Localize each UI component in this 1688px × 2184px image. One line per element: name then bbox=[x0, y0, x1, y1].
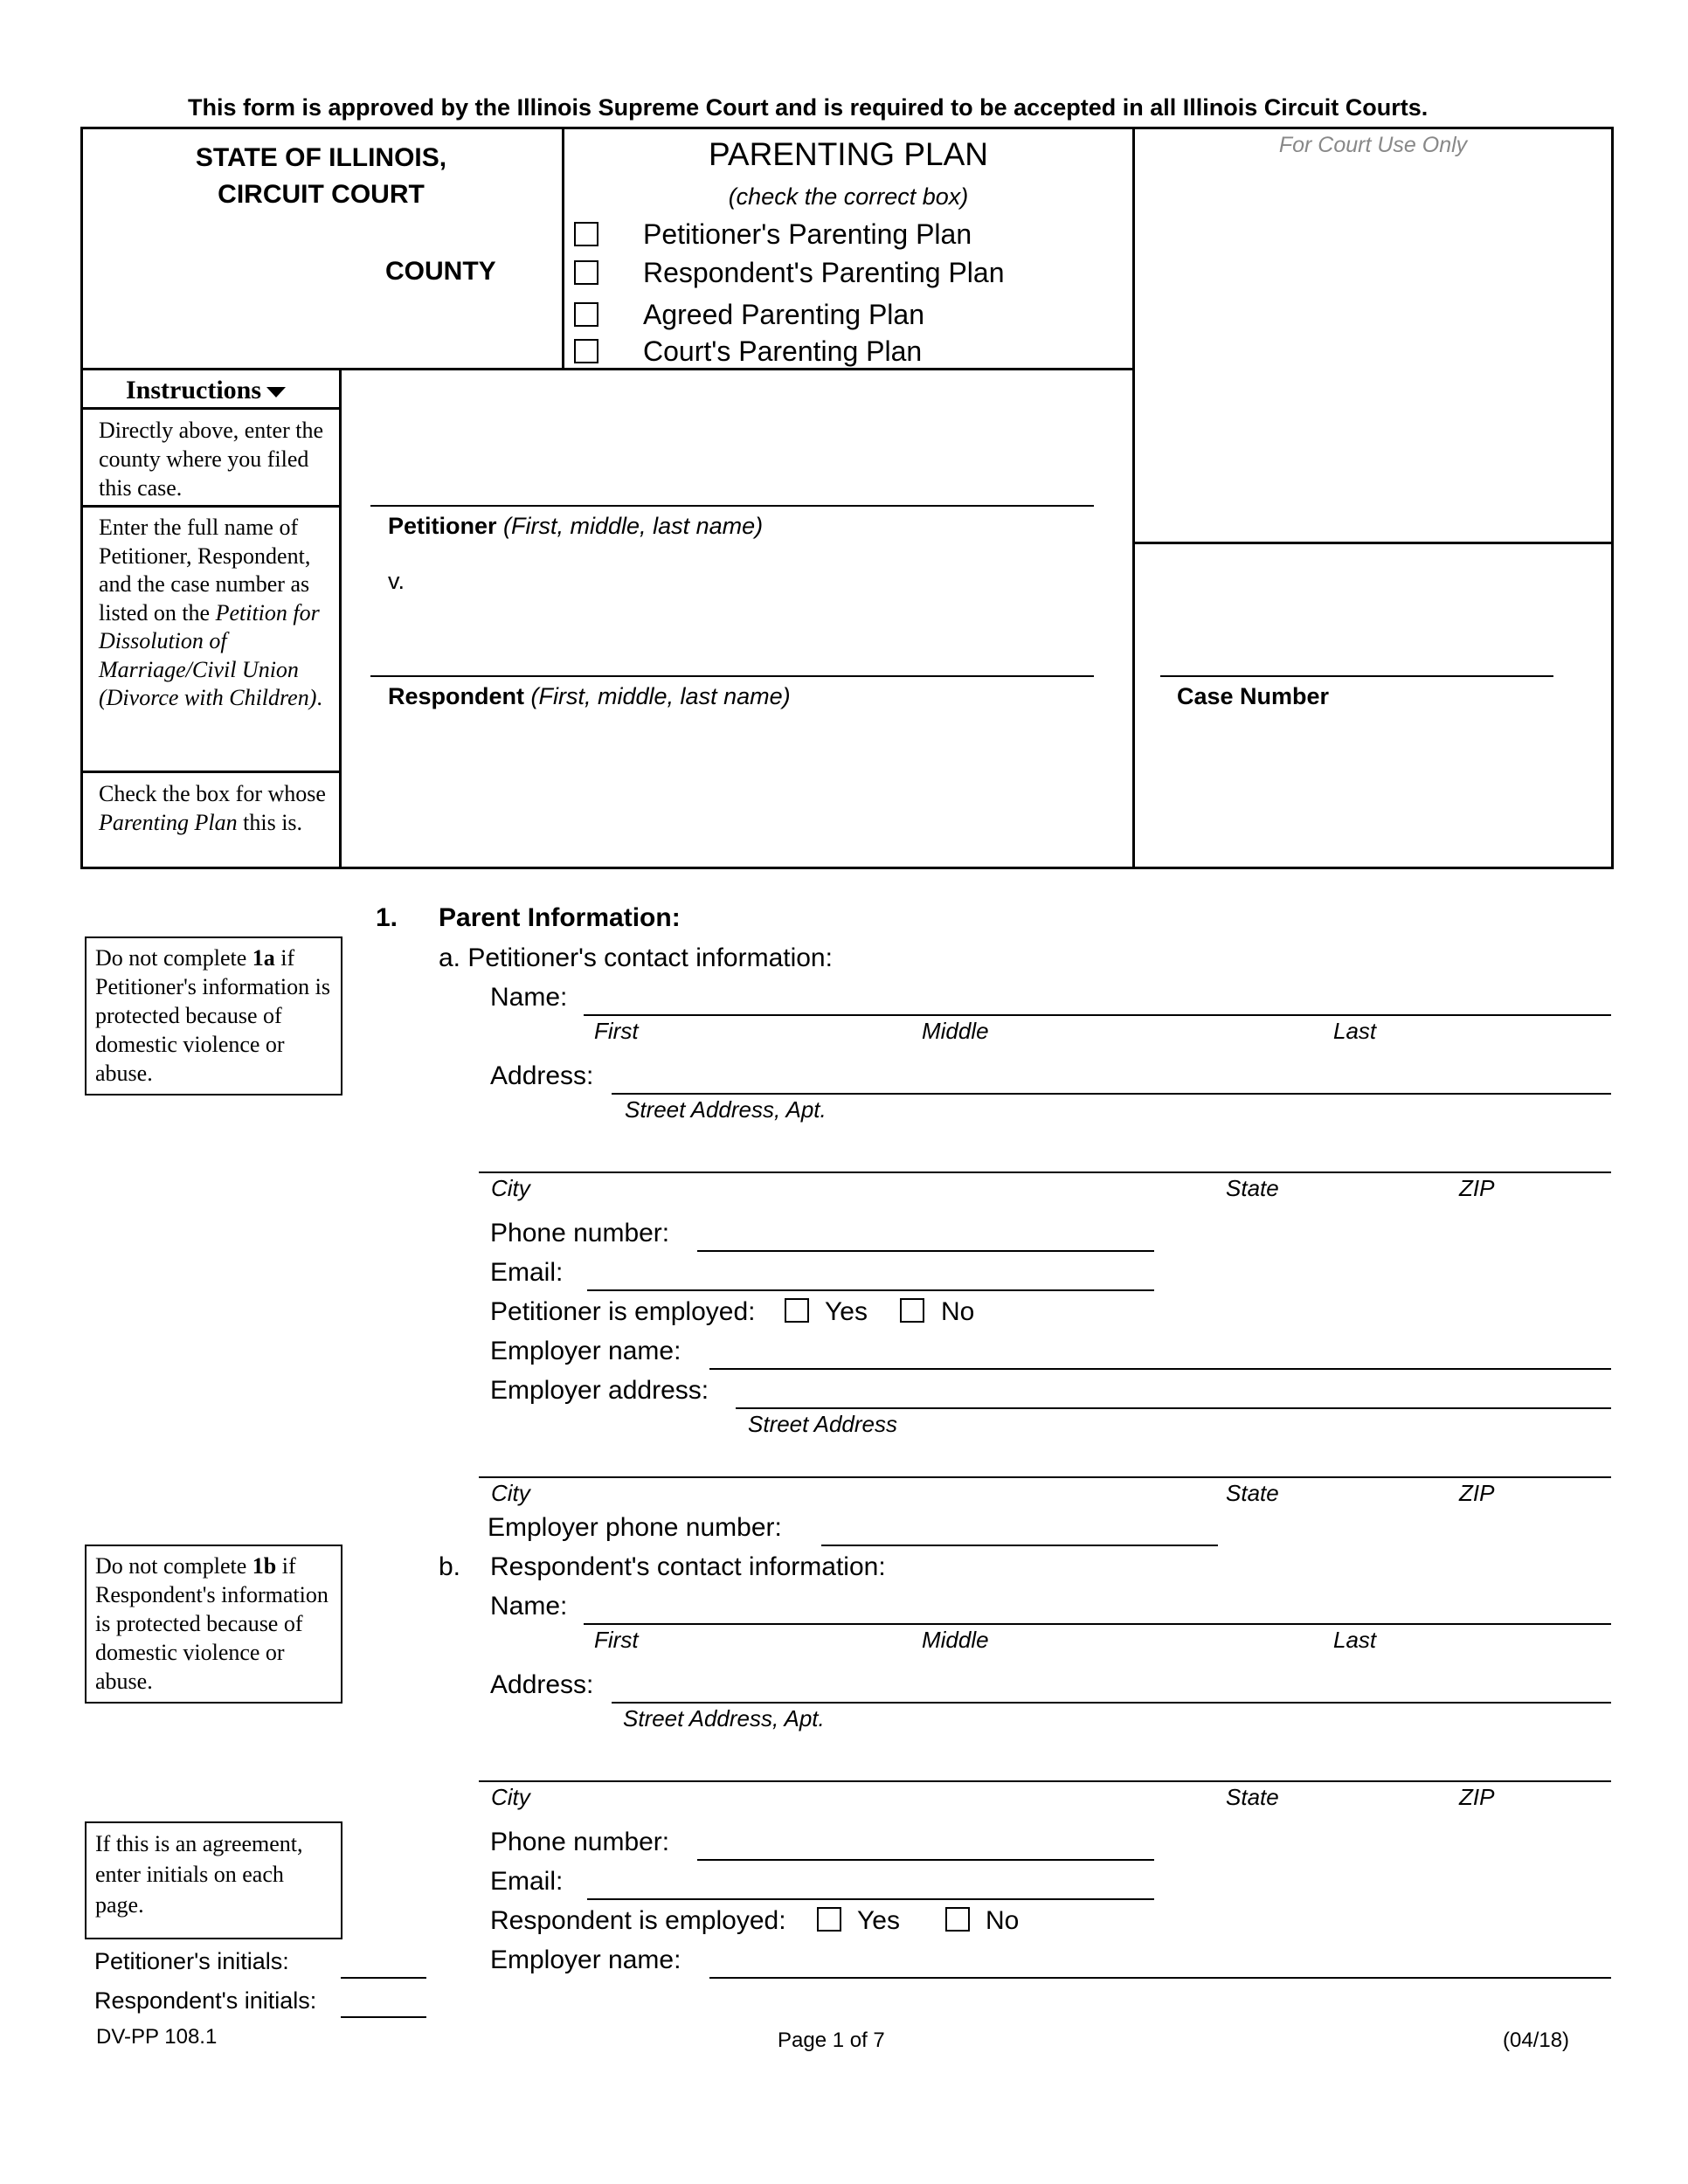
respondent-name-label: Name: bbox=[490, 1592, 568, 1621]
instructions-heading: Instructions bbox=[126, 376, 286, 405]
respondent-employed-label: Respondent is employed: bbox=[490, 1906, 786, 1935]
respondent-zip-caption: ZIP bbox=[1459, 1784, 1495, 1810]
page-number: Page 1 of 7 bbox=[778, 2028, 885, 2052]
respondent-middle-caption: Middle bbox=[922, 1627, 989, 1653]
form-id: DV-PP 108.1 bbox=[96, 2025, 218, 2049]
court-use-label: For Court Use Only bbox=[1278, 133, 1468, 157]
petitioner-employed-no-checkbox[interactable] bbox=[900, 1298, 924, 1323]
case-number-label: Case Number bbox=[1177, 683, 1330, 709]
respondent-employed-yes-label: Yes bbox=[857, 1906, 900, 1935]
petitioner-last-caption: Last bbox=[1333, 1018, 1377, 1044]
courts-plan-checkbox[interactable] bbox=[574, 339, 598, 363]
respondent-employer-name-field[interactable] bbox=[709, 1977, 1611, 1979]
petitioner-initials-label: Petitioner's initials: bbox=[94, 1948, 289, 1974]
petitioner-phone-field[interactable] bbox=[697, 1250, 1154, 1252]
respondent-street-caption: Street Address, Apt. bbox=[623, 1705, 825, 1731]
respondent-city-caption: City bbox=[491, 1784, 530, 1810]
petitioner-employer-name-field[interactable] bbox=[709, 1368, 1611, 1370]
respondent-initials-field[interactable] bbox=[341, 2016, 426, 2018]
instructions-rule-1 bbox=[80, 407, 341, 410]
petitioner-first-caption: First bbox=[594, 1018, 639, 1044]
respondent-phone-field[interactable] bbox=[697, 1859, 1154, 1861]
petitioner-employer-street-caption: Street Address bbox=[748, 1411, 898, 1437]
petitioner-name-field[interactable] bbox=[584, 1014, 1611, 1016]
section-title: Parent Information: bbox=[439, 903, 681, 932]
respondents-plan-label: Respondent's Parenting Plan bbox=[643, 257, 1005, 288]
petitioner-city-caption: City bbox=[491, 1175, 530, 1201]
respondent-street-field[interactable] bbox=[612, 1702, 1611, 1704]
section-b-letter: b. bbox=[439, 1552, 461, 1581]
petitioner-email-field[interactable] bbox=[587, 1289, 1154, 1291]
petitioner-employer-name-label: Employer name: bbox=[490, 1337, 681, 1365]
petitioner-middle-caption: Middle bbox=[922, 1018, 989, 1044]
courts-plan-label: Court's Parenting Plan bbox=[643, 335, 923, 367]
petitioner-address-label: Address: bbox=[490, 1061, 594, 1090]
section-b-heading: Respondent's contact information: bbox=[490, 1552, 886, 1581]
caret-down-icon bbox=[266, 387, 286, 397]
respondent-caption-label: Respondent (First, middle, last name) bbox=[388, 683, 791, 709]
section-a-heading: a. Petitioner's contact information: bbox=[439, 943, 833, 972]
county-label: COUNTY bbox=[385, 257, 496, 286]
petitioner-employer-zip-caption: ZIP bbox=[1459, 1480, 1495, 1506]
respondent-employed-no-checkbox[interactable] bbox=[945, 1907, 970, 1932]
note-1a-box: Do not complete 1a if Petitioner's information is protected because of domestic violence or abuse. bbox=[85, 936, 342, 1095]
respondent-initials-label: Respondent's initials: bbox=[94, 1987, 317, 2014]
respondent-city-field[interactable] bbox=[479, 1780, 1611, 1782]
petitioner-employed-yes-checkbox[interactable] bbox=[785, 1298, 809, 1323]
instruction-check-box: Check the box for whose Parenting Plan this is. bbox=[99, 781, 326, 835]
court-use-divider bbox=[1132, 542, 1614, 544]
circuit-court-line: CIRCUIT COURT bbox=[218, 180, 425, 209]
note-1b-box: Do not complete 1b if Respondent's information is protected because of domestic violence or abuse. bbox=[85, 1545, 342, 1704]
petitioner-employed-yes-label: Yes bbox=[825, 1297, 868, 1326]
petitioner-phone-label: Phone number: bbox=[490, 1219, 670, 1248]
respondent-name-field[interactable] bbox=[584, 1623, 1611, 1625]
respondent-employed-no-label: No bbox=[986, 1906, 1020, 1935]
petitioner-city-field[interactable] bbox=[479, 1171, 1611, 1173]
versus-label: v. bbox=[388, 568, 405, 594]
agreement-note-box: If this is an agreement, enter initials on each page. bbox=[85, 1821, 342, 1939]
petitioner-employer-city-caption: City bbox=[491, 1480, 530, 1506]
check-instruction: (check the correct box) bbox=[728, 183, 969, 210]
instructions-rule-3 bbox=[80, 771, 341, 773]
state-line: STATE OF ILLINOIS, bbox=[195, 143, 447, 172]
petitioner-zip-caption: ZIP bbox=[1459, 1175, 1495, 1201]
petitioner-email-label: Email: bbox=[490, 1258, 564, 1287]
respondent-employer-name-label: Employer name: bbox=[490, 1946, 681, 1974]
petitioners-plan-checkbox[interactable] bbox=[574, 222, 598, 246]
petitioners-plan-label: Petitioner's Parenting Plan bbox=[643, 218, 972, 250]
petitioner-caption-label: Petitioner (First, middle, last name) bbox=[388, 513, 764, 539]
petitioner-employer-address-label: Employer address: bbox=[490, 1376, 709, 1405]
petitioner-employed-no-label: No bbox=[941, 1297, 975, 1326]
respondent-phone-label: Phone number: bbox=[490, 1828, 670, 1856]
approval-note: This form is approved by the Illinois Supreme Court and is required to be accepted in all Illinois Circuit Courts. bbox=[188, 94, 1429, 121]
respondent-address-label: Address: bbox=[490, 1670, 594, 1699]
petitioner-employed-label: Petitioner is employed: bbox=[490, 1297, 756, 1326]
petitioner-employer-phone-label: Employer phone number: bbox=[488, 1513, 782, 1542]
petitioner-employer-city-field[interactable] bbox=[479, 1476, 1611, 1478]
petitioner-name-label: Name: bbox=[490, 983, 568, 1012]
petitioner-state-caption: State bbox=[1226, 1175, 1279, 1201]
respondent-last-caption: Last bbox=[1333, 1627, 1377, 1653]
petitioner-employer-street-field[interactable] bbox=[736, 1407, 1611, 1409]
petitioner-name-line[interactable] bbox=[370, 505, 1094, 507]
petitioner-employer-state-caption: State bbox=[1226, 1480, 1279, 1506]
respondent-state-caption: State bbox=[1226, 1784, 1279, 1810]
agreed-plan-label: Agreed Parenting Plan bbox=[643, 299, 924, 330]
petitioner-street-field[interactable] bbox=[612, 1093, 1611, 1095]
section-number: 1. bbox=[376, 903, 398, 932]
petitioner-initials-field[interactable] bbox=[341, 1977, 426, 1979]
case-number-line[interactable] bbox=[1160, 675, 1553, 677]
instruction-county: Directly above, enter the county where you filed this case. bbox=[99, 418, 323, 501]
respondent-name-line[interactable] bbox=[370, 675, 1094, 677]
caption-divider-vertical-main bbox=[1132, 127, 1135, 869]
petitioner-employer-phone-field[interactable] bbox=[821, 1545, 1218, 1546]
respondent-email-field[interactable] bbox=[587, 1898, 1154, 1900]
respondent-email-label: Email: bbox=[490, 1867, 564, 1896]
respondent-employed-yes-checkbox[interactable] bbox=[817, 1907, 841, 1932]
respondent-first-caption: First bbox=[594, 1627, 639, 1653]
revision-date: (04/18) bbox=[1503, 2028, 1570, 2052]
form-title: PARENTING PLAN bbox=[708, 136, 989, 172]
agreed-plan-checkbox[interactable] bbox=[574, 302, 598, 327]
caption-divider-horizontal bbox=[80, 368, 1135, 370]
petitioner-street-caption: Street Address, Apt. bbox=[625, 1096, 827, 1123]
respondents-plan-checkbox[interactable] bbox=[574, 260, 598, 285]
instruction-names: Enter the full name of Petitioner, Respondent, and the case number as listed on the Petition for Dissolution of Marriage/Civil Union (Divorce with Children). bbox=[99, 515, 322, 710]
instructions-rule-2 bbox=[80, 505, 341, 508]
instructions-column-divider bbox=[339, 368, 342, 869]
